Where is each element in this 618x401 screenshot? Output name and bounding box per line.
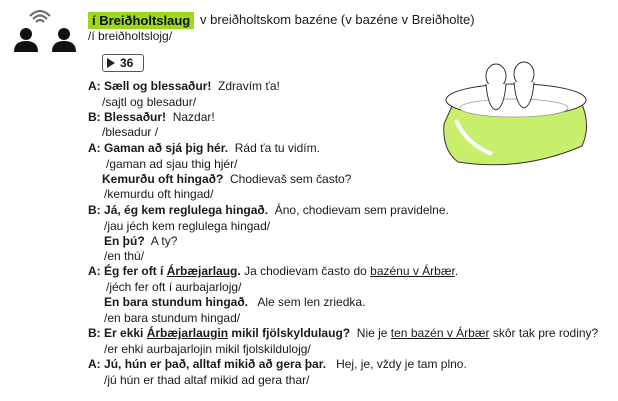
slovak-translation-underlined: bazénu v Árbær [370, 264, 455, 278]
slovak-translation: Ja chodievam často do [244, 264, 371, 278]
slovak-translation: Áno, chodievam sem pravidelne. [274, 203, 449, 217]
icelandic-text: Ég fer oft í [104, 264, 167, 278]
lesson-title-pronunciation: /í breiðholtslojg/ [88, 29, 173, 43]
pronunciation: /en bara stundum hingad/ [104, 311, 241, 325]
pronunciation: /er ehki aurbajarlojin mikil fjolskildulojg/ [104, 342, 311, 356]
dialogue-line [88, 110, 215, 124]
dialogue-line [88, 79, 280, 93]
slovak-translation: Hej, je, vždy je tam plno. [336, 357, 467, 371]
dialogue-line [88, 326, 598, 340]
icelandic-text: Jú, hún er það, alltaf mikið að gera þar. [104, 357, 327, 371]
track-number: 36 [120, 56, 134, 70]
pronunciation: /blesadur / [102, 125, 159, 139]
dialogue-line [102, 172, 351, 186]
hot-tub-illustration [432, 54, 600, 174]
icelandic-text: Blessaður! [104, 110, 167, 124]
slovak-translation: Ale sem len zriedka. [257, 295, 366, 309]
slovak-translation: Nie je [356, 326, 391, 340]
speaker-label: B: [88, 203, 101, 217]
icelandic-text: Sæll og blessaður! [104, 79, 212, 93]
pronunciation: /gaman ad sjau thig hjér/ [106, 157, 238, 171]
slovak-translation-underlined: ten bazén v Árbær [390, 326, 490, 340]
lesson-title: í Breiðholtslaug [88, 12, 194, 29]
icelandic-text: Gaman að sjá þig hér. [104, 141, 229, 155]
speakers-icon [10, 8, 80, 52]
dialogue-line [104, 295, 365, 309]
speaker-label: A: [88, 79, 101, 93]
dialogue-line [88, 141, 320, 155]
speaker-label: A: [88, 141, 101, 155]
play-icon [107, 58, 115, 68]
pronunciation: /en thú/ [104, 249, 145, 263]
icelandic-text: Er ekki [104, 326, 147, 340]
icelandic-text: En þú? [104, 234, 145, 248]
speaker-label: A: [88, 357, 101, 371]
slovak-translation: Rád ťa tu vidím. [234, 141, 320, 155]
slovak-translation: skôr tak pre rodiny? [489, 326, 599, 340]
icelandic-text-underlined: Árbæjarlaug [166, 264, 238, 278]
slovak-translation: A ty? [150, 234, 178, 248]
icelandic-text: Já, ég kem reglulega hingað. [104, 203, 269, 217]
pronunciation: /kemurdu oft hingad/ [104, 187, 214, 201]
dialogue-line [88, 264, 458, 278]
speaker-label: B: [88, 326, 101, 340]
slovak-translation: Nazdar! [172, 110, 215, 124]
icelandic-text-underlined: Árbæjarlaugin [146, 326, 229, 340]
lesson-title-translation: v breiðholtskom bazéne (v bazéne v Breiðholte) [200, 12, 475, 27]
dialogue-line [104, 234, 177, 248]
speaker-label: B: [88, 110, 101, 124]
slovak-translation: Zdravím ťa! [218, 79, 280, 93]
speaker-label: A: [88, 264, 101, 278]
slovak-translation: . [454, 264, 459, 278]
dialogue-line [88, 203, 449, 217]
icelandic-text: En bara stundum hingað. [104, 295, 249, 309]
audio-track-button[interactable] [102, 54, 144, 72]
pronunciation: /jau jéch kem reglulega hingad/ [104, 219, 271, 233]
icelandic-text: Kemurðu oft hingað? [102, 172, 224, 186]
slovak-translation: Chodievaš sem často? [230, 172, 352, 186]
pronunciation: /jú hún er thad altaf mikid ad gera thar/ [104, 373, 310, 387]
icelandic-text: . [237, 264, 241, 278]
pronunciation: /jéch fer oft í aurbajarlojg/ [106, 280, 242, 294]
dialogue-line [88, 357, 467, 371]
pronunciation: /sajtl og blesadur/ [102, 95, 197, 109]
icelandic-text: mikil fjölskyldulaug? [228, 326, 351, 340]
